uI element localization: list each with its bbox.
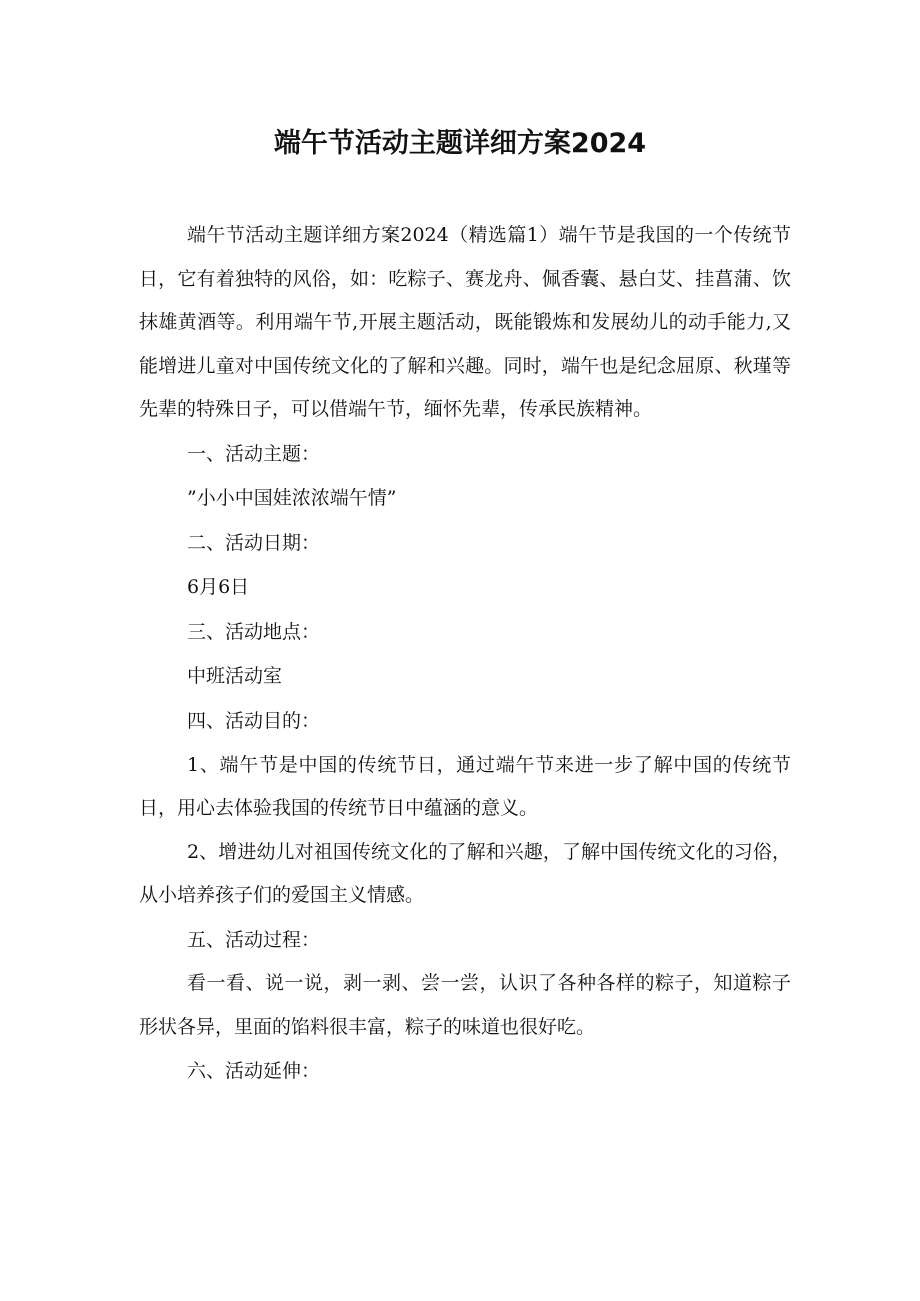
- process-paragraph: 看一看、说一说，剥一剥、尝一尝，认识了各种各样的粽子，知道粽子形状各异，里面的馅料很丰富，粽子的味道也很好吃。: [139, 972, 791, 1038]
- location-value: 中班活动室: [187, 665, 283, 688]
- theme-heading: 一、活动主题：: [187, 442, 321, 465]
- intro-paragraph: 端午节活动主题详细方案2024（精选篇1）端午节是我国的一个传统节日，它有着独特的风俗，如：吃粽子、赛龙舟、佩香囊、悬白艾、挂菖蒲、饮抹雄黄酒等。利用端午节,开展主题活动，既能锻炼和发展幼儿的动手能力,又能增进儿童对中国传统文化的了解和兴趣。同时，端午也是纪念屈原、秋瑾等先辈的特殊日子，可以借端午节，缅怀先辈，传承民族精神。: [139, 224, 791, 420]
- date-value: 6月6日: [187, 576, 250, 599]
- date-heading: 二、活动日期：: [187, 531, 321, 554]
- goal-item-1: 1、端午节是中国的传统节日，通过端午节来进一步了解中国的传统节日，用心去体验我国的传统节日中蕴涵的意义。: [139, 753, 791, 820]
- document-body: [139, 214, 791, 1094]
- goal-heading: 四、活动目的：: [187, 710, 321, 733]
- document-title: 端午节活动主题详细方案2024: [273, 128, 647, 159]
- extension-heading: 六、活动延伸：: [187, 1060, 321, 1083]
- theme-value: ”小小中国娃浓浓端午情”: [187, 487, 397, 510]
- location-heading: 三、活动地点：: [187, 620, 321, 643]
- goal-item-2: 2、增进幼儿对祖国传统文化的了解和兴趣，了解中国传统文化的习俗，从小培养孩子们的爱国主义情感。: [139, 840, 791, 907]
- process-heading: 五、活动过程：: [187, 928, 321, 951]
